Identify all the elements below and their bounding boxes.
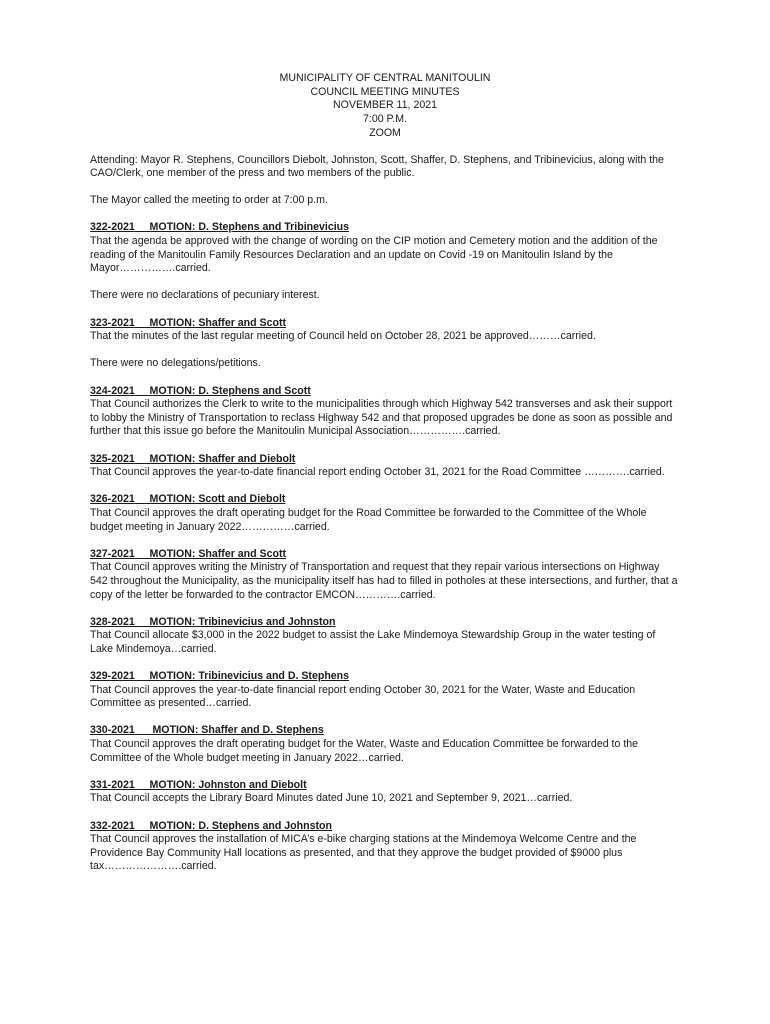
motion-number: 323-2021 <box>90 316 135 329</box>
motion-text: That the agenda be approved with the change of wording on the CIP motion and Cemetery motion and the addition of the reading of the Manitoulin Family Resources Declaration and an update on Covid -19 on Manitoulin Island by the Mayor…………….carried. <box>90 235 658 275</box>
motion-block <box>90 548 680 602</box>
motion-movers: MOTION: Shaffer and Scott <box>149 316 287 329</box>
motion-number: 322-2021 <box>90 221 135 234</box>
motion-number: 332-2021 <box>90 819 135 832</box>
motion-heading <box>90 724 680 738</box>
motion-number: 327-2021 <box>90 547 135 560</box>
motion-heading <box>90 385 680 399</box>
motion-text: That Council approves the installation of MICA’s e-bike charging stations at the Mindemoya Welcome Centre and the Providence Bay Community Hall locations as presented, and that they approve the budget provided of $9000 plus tax………………….carried. <box>90 833 637 873</box>
motion-movers: MOTION: Johnston and Diebolt <box>149 778 307 791</box>
motion-movers: MOTION: D. Stephens and Tribinevicius <box>149 221 350 234</box>
meeting-date: NOVEMBER 11, 2021 <box>332 99 438 112</box>
meeting-venue: ZOOM <box>369 126 401 139</box>
motion-text: That Council allocate $3,000 in the 2022 budget to assist the Lake Mindemoya Stewardship Group in the water testing of Lake Mindemoya…carried. <box>90 629 656 655</box>
motion-heading <box>90 493 680 507</box>
motion-block <box>90 820 680 874</box>
motion-number: 328-2021 <box>90 615 135 628</box>
motion-text: That Council accepts the Library Board Minutes dated June 10, 2021 and September 9, 2021…carried. <box>90 792 573 805</box>
motion-text: That Council approves the draft operating budget for the Road Committee be forwarded to the Committee of the Whole budget meeting in January 2022……………carried. <box>90 506 647 533</box>
motion-movers: MOTION: Shaffer and D. Stephens <box>149 724 324 737</box>
document-title: COUNCIL MEETING MINUTES <box>310 85 460 98</box>
motion-movers: MOTION: Shaffer and Scott <box>149 547 287 560</box>
motion-block <box>90 616 680 657</box>
motion-movers: MOTION: Tribinevicius and Johnston <box>149 615 336 628</box>
motion-block <box>90 453 680 480</box>
motion-block <box>90 221 680 275</box>
motion-text: That Council authorizes the Clerk to write to the municipalities through which Highway 542 transverses and ask their support to lobby the Ministry of Transportation to reclass Highway 542 and that proposed upgrades be done as soon as possible and further that this issue go before the Manitoulin Municipal Association…………….carried. <box>90 398 673 438</box>
motion-block <box>90 670 680 711</box>
motion-text: That Council approves writing the Ministry of Transportation and request that they repair various intersections on Highway 542 throughout the Municipality, as the municipality itself has had to filled in potholes at these intersections, and further, that a copy of the letter be forwarded to the contractor EMCON………….carried. <box>90 561 678 601</box>
motion-text: That Council approves the year-to-date financial report ending October 30, 2021 for the Water, Waste and Education Committee as presented…carried. <box>90 683 636 710</box>
motion-movers: MOTION: D. Stephens and Scott <box>149 384 311 397</box>
motion-block <box>90 779 680 806</box>
pecuniary-note: There were no declarations of pecuniary interest. <box>90 289 320 302</box>
motion-block <box>90 385 680 439</box>
motion-movers: MOTION: Shaffer and Diebolt <box>149 452 296 465</box>
motion-number: 325-2021 <box>90 452 135 465</box>
motion-heading <box>90 453 680 467</box>
call-to-order-paragraph: The Mayor called the meeting to order at 7:00 p.m. <box>90 194 328 207</box>
delegations-note: There were no delegations/petitions. <box>90 357 261 370</box>
motion-heading <box>90 548 680 562</box>
motion-text: That Council approves the year-to-date financial report ending October 31, 2021 for the Road Committee ………….carried. <box>90 466 665 479</box>
motion-number: 330-2021 <box>90 724 135 737</box>
motion-block <box>90 724 680 765</box>
motion-block <box>90 317 680 344</box>
motion-heading <box>90 616 680 630</box>
motion-block <box>90 493 680 534</box>
motion-text: That Council approves the draft operating budget for the Water, Waste and Education Committee be forwarded to the Committee of the Whole budget meeting in January 2022…carried. <box>90 738 639 764</box>
motion-movers: MOTION: Scott and Diebolt <box>149 493 286 506</box>
motion-movers: MOTION: Tribinevicius and D. Stephens <box>149 670 350 683</box>
motion-number: 326-2021 <box>90 493 135 506</box>
motion-number: 324-2021 <box>90 384 135 397</box>
motion-number: 329-2021 <box>90 670 135 683</box>
motion-heading <box>90 670 680 684</box>
motion-heading <box>90 221 680 235</box>
motion-movers: MOTION: D. Stephens and Johnston <box>149 819 332 832</box>
motion-heading <box>90 317 680 331</box>
motion-number: 331-2021 <box>90 778 135 791</box>
motion-text: That the minutes of the last regular meeting of Council held on October 28, 2021 be approved………carried. <box>90 330 596 343</box>
municipality-title: MUNICIPALITY OF CENTRAL MANITOULIN <box>279 72 491 84</box>
meeting-time: 7:00 P.M. <box>363 113 407 126</box>
motion-heading <box>90 779 680 793</box>
motion-heading <box>90 820 680 834</box>
document-header <box>90 72 680 141</box>
attendance-paragraph: Attending: Mayor R. Stephens, Councillors Diebolt, Johnston, Scott, Shaffer, D. Stephens, and Tribinevicius, along with the CAO/Clerk, one member of the press and two members of the public. <box>90 153 664 180</box>
